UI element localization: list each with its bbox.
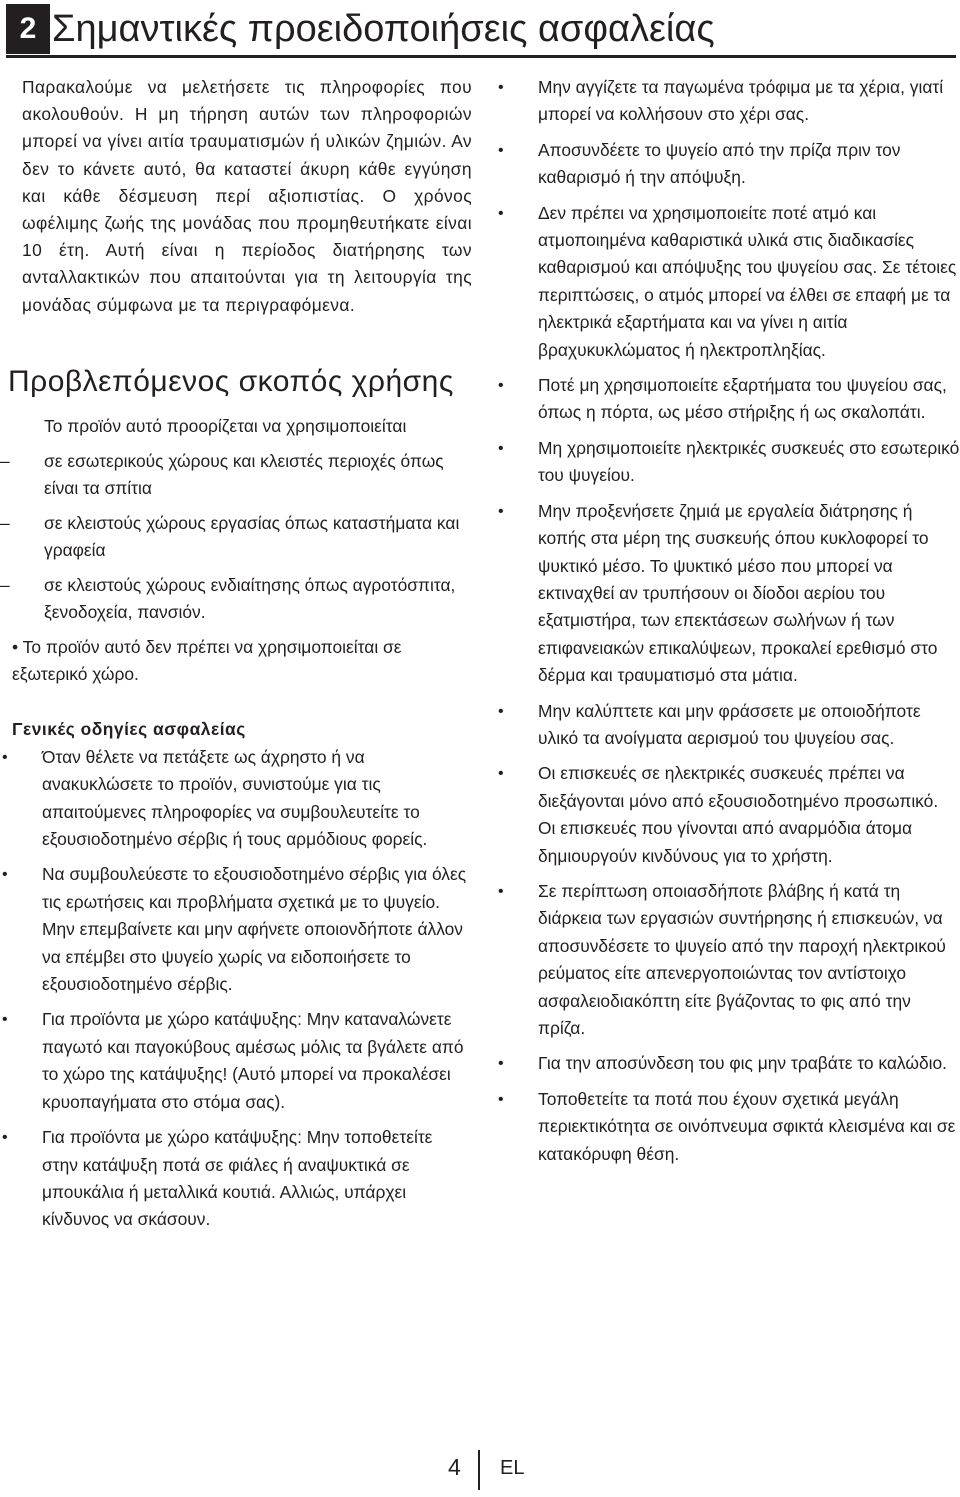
safety-item: [498, 200, 960, 364]
safety-item: [498, 698, 960, 753]
intended-use-item-text: σε κλειστούς χώρους εργασίας όπως καταστήματα και γραφεία: [44, 512, 460, 560]
intended-use-item: [0, 510, 472, 564]
safety-item: [498, 372, 960, 427]
safety-item: [2, 1006, 472, 1116]
safety-item: [2, 1124, 472, 1234]
general-safety-list-left: [2, 744, 472, 1234]
safety-item: [498, 435, 960, 490]
dash-marker: –: [0, 574, 10, 595]
safety-item-text: Να συμβουλεύεστε το εξουσιοδοτημένο σέρβις για όλες τις ερωτήσεις και προβλήματα σχετικά με το ψυγείο. Μην επεμβαίνετε και μην αφήνετε οποιονδήποτε άλλον να επέμβει στο ψυγείο χωρίς να ειδοποιήσετε το εξουσιοδοτημένο σέρβις.: [42, 864, 467, 995]
header-rule: [6, 55, 956, 58]
safety-item-text: Όταν θέλετε να πετάξετε ως άχρηστο ή να ανακυκλώσετε το προϊόν, συνιστούμε για τις απαιτούμενες πληροφορίες να συμβουλευτείτε το εξουσιοδοτημένο σέρβις ή τους αρμόδιους φορείς.: [42, 746, 428, 850]
safety-item: [2, 861, 472, 998]
intended-use-item-text: σε κλειστούς χώρους ενδιαίτησης όπως αγροτόσπιτα, ξενοδοχεία, πανσιόν.: [44, 574, 456, 622]
intended-use-item: [0, 448, 472, 502]
safety-item-text: Τοποθετείτε τα ποτά που έχουν σχετικά μεγάλη περιεκτικότητα σε οινόπνευμα σφικτά κλεισμένα και σε κατακόρυφη θέση.: [538, 1088, 956, 1164]
footer-divider: [478, 1450, 480, 1490]
safety-item: [498, 878, 960, 1042]
safety-item-text: Μην προξενήσετε ζημιά με εργαλεία διάτρησης ή κοπής στα μέρη της συσκευής όπου κυκλοφορεί το ψυκτικό μέσο. Το ψυκτικό μέσο που μπορεί να εκτιναχθεί αν τρυπήσουν οι δίοδοι αερίου του εξατμιστήρα, των επεκτάσεων σωλήνων ή των επιφανειακών επικαλύψεων, προκαλεί ερεθισμό στο δέρμα και τραυματισμό στα μάτια.: [538, 500, 938, 686]
outdoor-use-note: • Το προϊόν αυτό δεν πρέπει να χρησιμοποιείται σε εξωτερικό χώρο.: [12, 636, 402, 684]
right-column: [498, 74, 960, 1176]
intended-use-item: [0, 572, 472, 626]
bullet-marker: •: [498, 765, 504, 783]
left-column: [0, 74, 472, 1242]
bullet-marker: •: [498, 702, 504, 720]
language-code: EL: [500, 1457, 525, 1479]
safety-item-text: Για την αποσύνδεση του φις μην τραβάτε το καλώδιο.: [538, 1053, 947, 1074]
safety-item: [498, 74, 960, 129]
bullet-marker: •: [498, 79, 504, 96]
safety-item: [498, 1050, 960, 1077]
safety-item-text: Μην αγγίζετε τα παγωμένα τρόφιμα με τα χέρια, γιατί μπορεί να κολλήσουν στο χέρι σας.: [538, 77, 944, 125]
safety-item: [2, 744, 472, 854]
bullet-marker: •: [498, 377, 504, 395]
bullet-marker: •: [2, 866, 8, 884]
intro-paragraph: Παρακαλούμε να μελετήσετε τις πληροφορίες που ακολουθούν. Η μη τήρηση αυτών των πληροφοριών μπορεί να γίνει αιτία τραυματισμών ή υλικών ζημιών. Αν δεν το κάνετε αυτό, θα καταστεί άκυρη κάθε εγγύηση και κάθε δέσμευση περί αξιοπιστίας. Ο χρόνος ωφέλιμης ζωής της μονάδας που προμηθευτήκατε είναι 10 έτη. Αυτή είναι η περίοδος διατήρησης των ανταλλακτικών που απαιτούνται για τη λειτουργία της μονάδας σύμφωνα με τα περιγραφόμενα.: [22, 77, 472, 315]
safety-item: [498, 1086, 960, 1168]
safety-item-text: Για προϊόντα με χώρο κατάψυξης: Μην καταναλώνετε παγωτό και παγοκύβους αμέσως μόλις τα βγάλετε από το χώρο της κατάψυξης! (Αυτό μπορεί να προκαλέσει κρυοπαγήματα στο στόμα σας).: [42, 1009, 464, 1112]
safety-item-text: Ποτέ μη χρησιμοποιείτε εξαρτήματα του ψυγείου σας, όπως η πόρτα, ως μέσο στήριξης ή ως σκαλοπάτι.: [538, 375, 947, 423]
intended-use-item-text: σε εσωτερικούς χώρους και κλειστές περιοχές όπως είναι τα σπίτια: [44, 450, 444, 498]
safety-item-text: Σε περίπτωση οποιασδήποτε βλάβης ή κατά τη διάρκεια των εργασιών συντήρησης ή επισκευών, να αποσυνδέσετε το ψυγείο από την παροχή ηλεκτρικού ρεύματος είτε απενεργοποιώντας τον αντίστοιχο ασφαλειοδιακόπτη είτε βγάζοντας το φις από την πρίζα.: [538, 880, 946, 1038]
chapter-number: 2: [6, 4, 50, 54]
general-safety-list-right: [498, 74, 960, 1168]
intended-use-lead: Το προϊόν αυτό προορίζεται να χρησιμοποιείται: [44, 415, 407, 436]
safety-item: [498, 760, 960, 870]
chapter-title: Σημαντικές προειδοποιήσεις ασφαλείας: [52, 8, 715, 50]
general-safety-heading: Γενικές οδηγίες ασφαλείας: [12, 718, 246, 739]
safety-item-text: Μην καλύπτετε και μην φράσσετε με οποιοδήποτε υλικό τα ανοίγματα αερισμού του ψυγείου σας.: [538, 700, 921, 748]
bullet-marker: •: [498, 882, 504, 900]
dash-marker: –: [0, 450, 10, 471]
bullet-marker: •: [498, 1090, 504, 1108]
intended-use-heading: Προβλεπόμενος σκοπός χρήσης: [8, 364, 454, 398]
safety-item-text: Για προϊόντα με χώρο κατάψυξης: Μην τοποθετείτε στην κατάψυξη ποτά σε φιάλες ή αναψυκτικά σε μπουκάλια ή μεταλλικά κουτιά. Αλλιώς, υπάρχει κίνδυνος να σκάσουν.: [42, 1127, 433, 1230]
safety-item-text: Μη χρησιμοποιείτε ηλεκτρικές συσκευές στο εσωτερικό του ψυγείου.: [538, 437, 960, 486]
bullet-marker: •: [2, 748, 8, 766]
safety-item: [498, 498, 960, 690]
safety-item: [498, 137, 960, 192]
page-number: 4: [448, 1454, 461, 1480]
bullet-marker: •: [498, 502, 504, 520]
safety-item-text: Αποσυνδέετε το ψυγείο από την πρίζα πριν τον καθαρισμό ή την απόψυξη.: [538, 139, 901, 188]
bullet-marker: •: [498, 439, 504, 457]
safety-item-text: Δεν πρέπει να χρησιμοποιείτε ποτέ ατμό και ατμοποιημένα καθαριστικά υλικά στις διαδικασίες καθαρισμού και απόψυξης του ψυγείου σας. Σε τέτοιες περιπτώσεις, ο ατμός μπορεί να έλθει σε επαφή με τα ηλεκτρικά εξαρτήματα και να γίνει η αιτία βραχυκυκλώματος ή ηλεκτροπληξίας.: [538, 202, 957, 360]
dash-marker: –: [0, 512, 10, 533]
bullet-marker: •: [498, 1055, 504, 1073]
bullet-marker: •: [2, 1129, 8, 1147]
bullet-marker: •: [498, 204, 504, 222]
bullet-marker: •: [498, 141, 504, 159]
page-header: [0, 0, 960, 60]
intended-use-section: [0, 413, 472, 688]
safety-item-text: Οι επισκευές σε ηλεκτρικές συσκευές πρέπει να διεξάγονται μόνο από εξουσιοδοτημένο προσωπικό. Οι επισκευές που γίνονται από αναρμόδια άτομα δημιουργούν κινδύνους για το χρήστη.: [538, 763, 939, 866]
bullet-marker: •: [2, 1011, 8, 1029]
